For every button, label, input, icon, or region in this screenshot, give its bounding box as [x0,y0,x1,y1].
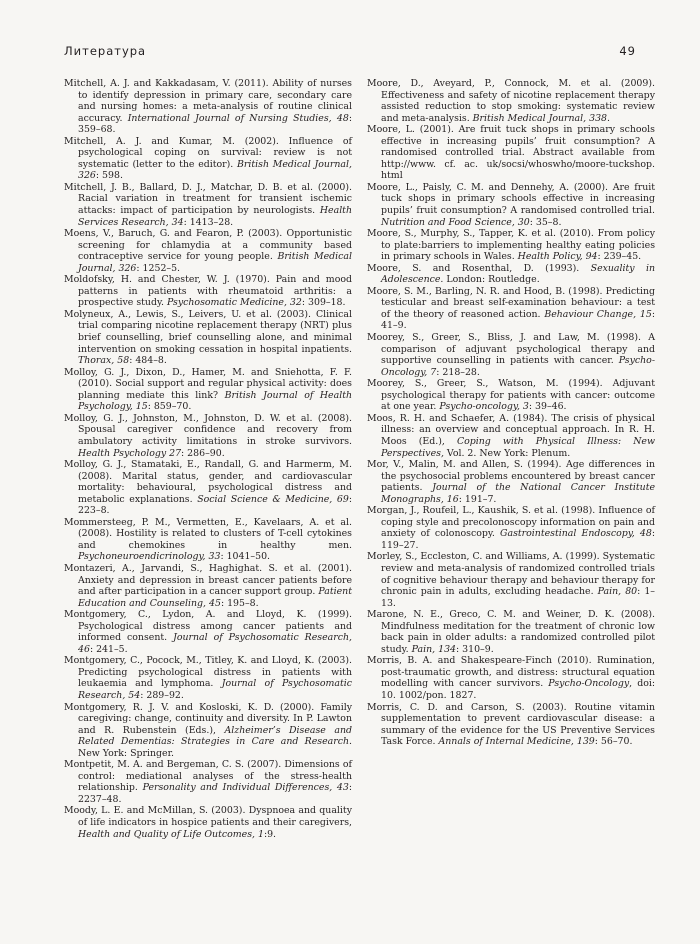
reference-pages: : 309–18. [301,297,346,309]
reference-entry [64,805,352,840]
reference-text: Moore, L. (2001). Are fruit tuck shops in primary schools effective in increasing pupils’ fruit consumption? A randomised controlled trial. Abstract available from http://www. cf. ac. uk/socsi/whoswho/moore-tuckshop. html [367,124,655,182]
reference-text: Moorey, S., Greer, S., Watson, M. (1994). Adjuvant psychological therapy for patients with cancer: outcome at one year. [367,378,655,413]
reference-entry [367,609,655,655]
reference-text: Mor, V., Malin, M. and Allen, S. (1994). Age differences in the psychosocial problems encountered by breast cancer patients. [367,459,655,494]
reference-source: Journal of Psychosomatic Research, 54 [78,678,353,701]
reference-entry [367,78,655,124]
reference-source: Thorax, 58 [78,355,130,367]
reference-text: Moldofsky, H. and Chester, W. J. (1970). Pain and mood patterns in patients with rheumatoid arthritis: a prospective study. [64,274,352,309]
reference-source: Social Science & Medicine, 69 [197,493,349,505]
reference-pages: : 41–9. [381,308,655,332]
reference-entry [64,759,352,805]
reference-pages: : 859–70. [147,401,192,413]
reference-text: Marone, N. E., Greco, C. M. and Weiner, D. K. (2008). Mindfulness meditation for the treatment of chronic low back pain in older adults: a randomized controlled pilot study. [367,609,655,655]
reference-source: Psychosomatic Medicine, 32 [166,297,302,309]
reference-source: British Medical Journal, 338. [472,112,610,124]
reference-source: Annals of Internal Medicine, 139 [438,736,595,748]
reference-entry [64,655,352,701]
reference-source: Pain, 134 [411,643,457,655]
reference-pages: : 223–8. [78,493,352,517]
reference-entry [64,309,352,367]
reference-pages: Vol. 2. New York: Plenum. [443,447,571,459]
reference-entry [367,459,655,505]
reference-entry [64,78,352,136]
reference-text: Morris, C. D. and Carson, S. (2003). Routine vitamin supplementation to prevent cardiovascular disease: a summary of the evidence for the US Preventive Services Task Force. [367,701,655,748]
reference-pages: New York: Springer. [78,747,174,759]
reference-source: Nutrition and Food Science, 30 [381,216,530,228]
reference-entry [64,182,352,228]
reference-source: Journal of Psychosomatic Research, 46 [78,632,352,655]
reference-text: Moore, S., Murphy, S., Tapper, K. et al. (2010). From policy to plate:barriers to implementing healthy eating policies in primary schools in Wales. [367,228,655,263]
reference-entry [367,378,655,413]
reference-pages: : 239–45. [597,251,642,263]
reference-pages: : 598. [95,170,123,182]
reference-text: Mommersteeg, P. M., Vermetten, E., Kavelaars, A. et al. (2008). Hostility is related to clusters of T-cell cytokines and chemokines in healthy men. [64,516,352,551]
reference-entry [367,655,655,701]
reference-text: Moore, L., Paisly, C. M. and Dennehy, A. (2000). Are fruit tuck shops in primary schools effective in increasing pupils’ fruit consumption? A randomised controlled trial. [367,181,655,217]
reference-pages: : 39–46. [528,401,567,413]
reference-entry [64,228,352,274]
reference-pages: : 35–8. [529,216,562,228]
reference-pages: : 119–27. [381,528,655,551]
reference-entry [367,182,655,228]
page-number: 49 [619,44,636,58]
reference-pages: : 289–92. [140,689,184,701]
reference-entry [64,517,352,563]
reference-entry [64,609,352,655]
reference-pages: : 2237–48. [78,782,353,805]
section-title: Литература [64,44,147,58]
reference-source: Coping with Physical Illness: New Perspectives, [381,435,655,459]
reference-pages: : 218–28. [436,366,480,378]
reference-pages: : 241–5. [89,643,128,655]
reference-source: British Journal of Health Psychology, 15 [78,389,352,413]
reference-pages: : 1413–28. [183,216,234,228]
reference-source: Journal of the National Cancer Institute Monographs, 16 [381,482,656,505]
reference-source: Health Psychology 27 [78,447,182,459]
reference-text: Montpetit, M. A. and Bergeman, C. S. (2007). Dimensions of control: mediational analyses of the stress-health relationship. [64,759,352,794]
references-left-column [64,78,352,840]
reference-text: Moos, R. H. and Schaefer, A. (1984). The crisis of physical illness: an overview and conceptual approach. In R. H. Moos (Ed.), [367,412,655,447]
reference-source: Psycho-Oncology [548,678,630,690]
reference-text: Moore, S. and Rosenthal, D. (1993). [367,262,591,274]
reference-pages: : 310–9. [456,643,494,655]
reference-text: Molloy, G. J., Stamataki, E., Randall, G. and Harmerm, M. (2008). Marital status, gender, and cardiovascular mortality: behavioural, psychological distress and metabolic explanations. [64,459,352,505]
reference-entry [64,413,352,459]
reference-entry [367,263,655,286]
reference-text: Molloy, G. J., Johnston, M., Johnston, D. W. et al. (2008). Spousal caregiver confidence and recovery from ambulatory activity limitations in stroke survivors. [64,412,352,447]
reference-entry [367,702,655,748]
reference-text: Montgomery, C., Lydon, A. and Lloyd, K. (1999). Psychological distress among cancer patients and informed consent. [64,609,352,644]
references-right-column [367,78,655,748]
reference-text: Molloy, G. J., Dixon, D., Hamer, M. and Sniehotta, F. F. (2010). Social support and regular physical activity: does planning mediate this link? [64,366,352,401]
reference-entry [367,332,655,378]
reference-source: Pain, 80 [597,586,638,598]
reference-entry [64,459,352,517]
reference-text: Moore, S. M., Barling, N. R. and Hood, B. (1998). Predicting testicular and breast self-examination behaviour: a test of the theory of reasoned action. [367,285,655,320]
reference-text: Montgomery, C., Pocock, M., Titley, K. and Lloyd, K. (2003). Predicting psychological distress in patients with leukaemia and lymphoma. [64,655,352,690]
reference-source: British Medical Journal, 326 [78,158,352,182]
reference-pages: :9. [263,828,277,840]
reference-source: Psycho-oncology, 3 [439,401,529,413]
reference-source: Health and Quality of Life Outcomes, 1 [78,828,264,840]
reference-text: Moore, D., Aveyard, P., Connock, M. et al. (2009). Effectiveness and safety of nicotine replacement therapy assisted reduction to stop smoking: systematic review and meta-analysis. [367,78,655,124]
reference-source: Health Policy, 94 [517,251,598,263]
reference-source: Psychoneuroendicrinology, 33 [78,551,221,563]
reference-entry [367,286,655,332]
running-header [64,44,636,58]
reference-entry [367,551,655,609]
reference-source: Personality and Individual Differences, 43 [142,782,349,794]
reference-entry [64,274,352,309]
reference-text: Mitchell, A. J. and Kumar, M. (2002). Influence of psychological coping on survival: review is not systematic (letter to the editor). [64,135,352,170]
reference-pages: : 191–7. [458,493,497,505]
reference-text: Montgomery, R. J. V. and Kosloski, K. D. (2000). Family caregiving: change, continuity and diversity. In P. Lawton and R. Rubenstein (Eds.), [64,701,352,736]
reference-source: Health Services Research, 34 [78,205,352,228]
reference-text: Molyneux, A., Lewis, S., Leivers, U. et al. (2003). Clinical trial comparing nicotine replacement therapy (NRT) plus brief counselling, brief counselling alone, and minimal intervention on smoking cessation in hospital inpatients. [64,308,352,355]
reference-pages: : 484–8. [129,355,167,367]
reference-text: Morris, B. A. and Shakespeare-Finch (2010). Rumination, post-traumatic growth, and distress: structural equation modelling with cancer survivors. [367,655,655,690]
reference-source: Sexuality in Adolescence. [381,262,655,286]
reference-pages: , doi: 10. 1002/pon. 1827. [381,678,655,701]
reference-entry [367,124,655,182]
reference-source: Alzheimer’s Disease and Related Dementias: Strategies in Care and Research. [78,724,352,748]
reference-pages: : 286–90. [181,447,225,459]
reference-entry [64,136,352,182]
reference-source: Gastrointestinal Endoscopy, 48 [500,528,652,540]
reference-text: Moorey, S., Greer, S., Bliss, J. and Law, M. (1998). A comparison of adjuvant psychological therapy and supportive counselling in patients with cancer. [367,332,655,367]
reference-pages: : 1041–50. [220,551,271,563]
reference-text: Morley, S., Eccleston, C. and Williams, A. (1999). Systematic review and meta-analysis of randomized controlled trials of cognitive behaviour therapy and behaviour therapy for chronic pain in adults, excluding headache. [367,551,655,598]
reference-pages: : 1252–5. [136,262,181,274]
reference-entry [64,563,352,609]
reference-pages: : 359–68. [78,112,352,136]
reference-source: British Medical Journal, 326 [78,251,353,274]
reference-entry [367,228,655,263]
reference-entry [367,413,655,459]
reference-entry [64,702,352,760]
reference-pages: : 56–70. [594,736,633,748]
reference-source: International Journal of Nursing Studies, 48 [127,112,349,124]
reference-text: Montazeri, A., Jarvandi, S., Haghighat. S. et al. (2001). Anxiety and depression in breast cancer patients before and after participation in a cancer support group. [64,562,352,598]
reference-text: Moens, V., Baruch, G. and Fearon, P. (2003). Opportunistic screening for chlamydia at a community based contraceptive service for young people. [64,228,352,263]
reference-pages: : 1–13. [381,586,655,609]
reference-source: Patient Education and Counseling, 45 [78,586,352,609]
reference-source: Psycho-Oncology, 7 [381,355,655,378]
reference-text: Morgan, J., Roufeil, L., Kaushik, S. et al. (1998). Influence of coping style and precolonoscopy information on pain and anxiety of colonoscopy. [367,505,655,540]
reference-entry [64,367,352,413]
reference-source: Behaviour Change, 15 [544,308,652,320]
reference-pages: London: Routledge. [443,274,540,286]
reference-entry [367,505,655,551]
reference-pages: : 195–8. [220,597,259,609]
reference-text: Mitchell, A. J. and Kakkadasam, V. (2011). Ability of nurses to identify depression in primary care, secondary care and nursing homes: a meta-analysis of routine clinical accuracy. [64,78,352,124]
reference-text: Mitchell, J. B., Ballard, D. J., Matchar, D. B. et al. (2000). Racial variation in treatment for transient ischemic attacks: impact of participation by neurologists. [64,181,352,217]
reference-text: Moody, L. E. and McMillan, S. (2003). Dyspnoea and quality of life indicators in hospice patients and their caregivers, [64,805,352,828]
